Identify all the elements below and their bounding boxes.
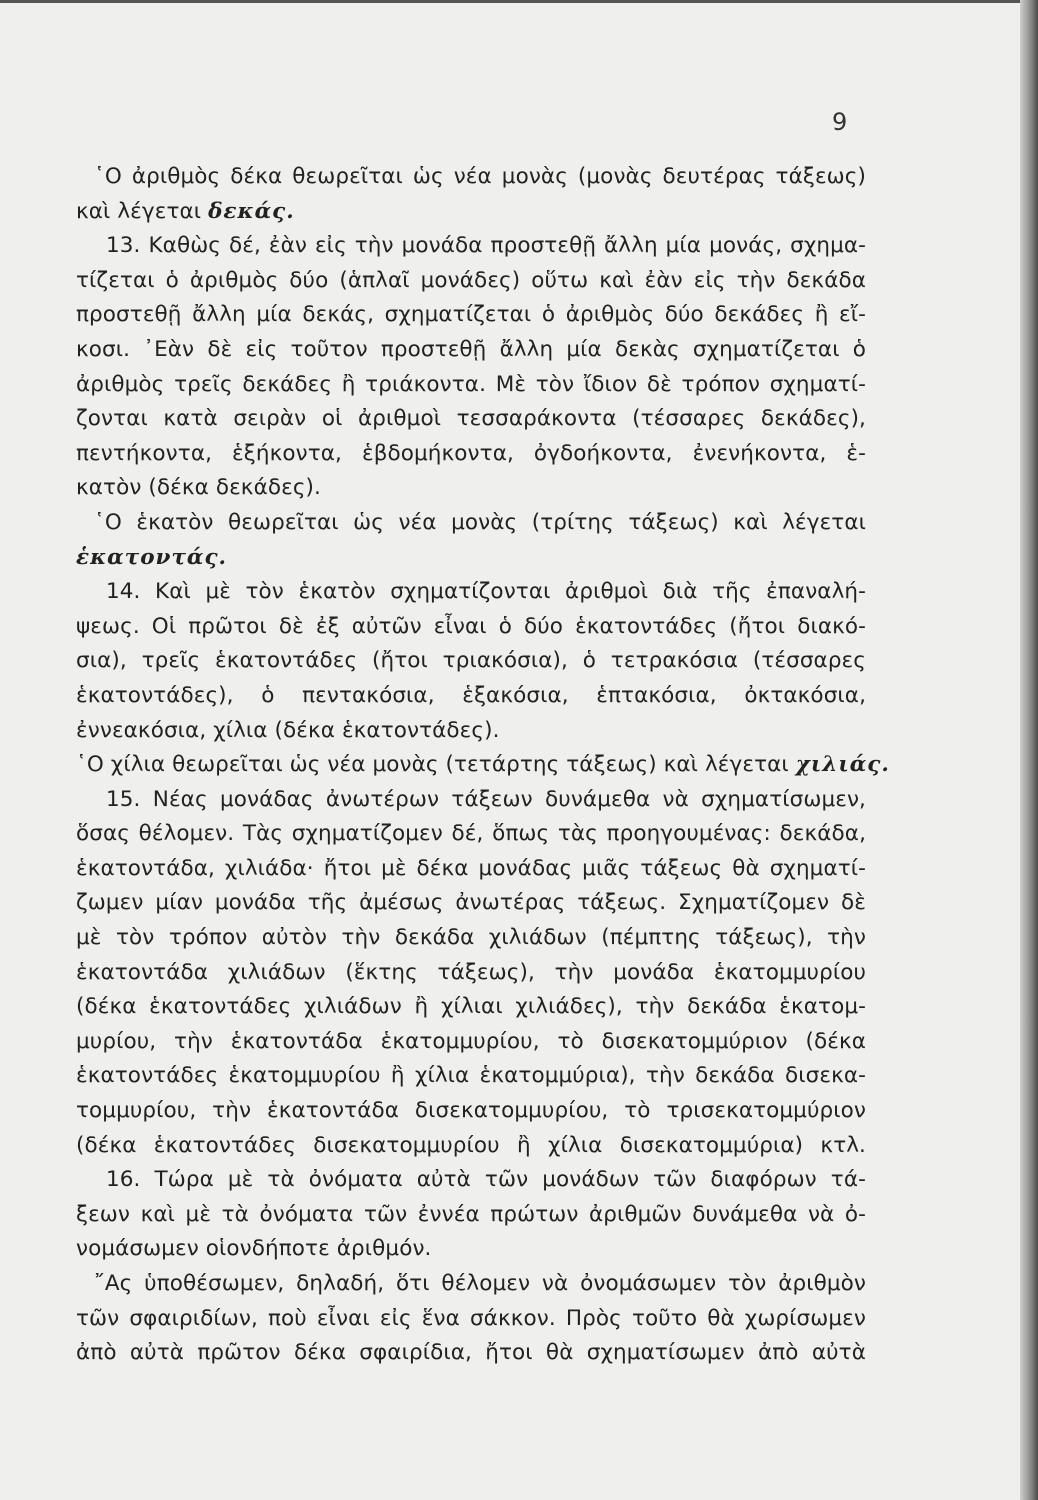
text-line — [76, 506, 866, 541]
text-line — [76, 644, 866, 679]
line-text: (δέκα ἑκατοντάδες δισεκατομμυρίου ἢ χίλια δισεκατομμύρια) κτλ. — [76, 1132, 866, 1158]
line-text: μυρίου, τὴν ἑκατοντάδα ἑκατομμυρίου, τὸ δισεκατομμύριον (δέκα — [76, 1028, 866, 1054]
line-text: τίζεται ὁ ἀριθμὸς δύο (ἁπλαῖ μονάδες) οὕτω καὶ ἐὰν εἰς τὴν δεκάδα — [76, 267, 866, 293]
line-text: τομμυρίου, τὴν ἑκατοντάδα δισεκατομμυρίου, τὸ τρισεκατομμύριον — [76, 1098, 866, 1124]
text-line — [76, 160, 866, 195]
line-text: ἑκατοντάδα, χιλιάδα· ἤτοι μὲ δέκα μονάδας μιᾶς τάξεως θὰ σχηματί- — [76, 855, 866, 881]
text-line — [76, 402, 866, 437]
line-text: ἑκατοντάδες), ὁ πεντακόσια, ἑξακόσια, ἑπτακόσια, ὀκτακόσια, — [76, 682, 866, 708]
defined-term: δεκάς. — [208, 198, 295, 224]
line-text: 15. Νέας μονάδας ἀνωτέρων τάξεων δυνάμεθα νὰ σχηματίσωμεν, — [106, 786, 866, 812]
text-line — [76, 1198, 866, 1233]
line-text: ἑκατοντάδες ἑκατομμυρίου ἢ χίλια ἑκατομμύρια), τὴν δεκάδα δισεκα- — [76, 1063, 866, 1089]
text-line — [76, 921, 866, 956]
line-text: καὶ λέγεται — [76, 198, 209, 224]
text-line — [76, 368, 866, 403]
text-line — [76, 1129, 866, 1164]
defined-term: ἑκατοντάς. — [76, 544, 228, 570]
line-text: ψεως. Οἱ πρῶτοι δὲ ἐξ αὐτῶν εἶναι ὁ δύο ἑκατοντάδες (ἤτοι διακό- — [76, 613, 866, 639]
line-text: ῾Ο ἑκατὸν θεωρεῖται ὡς νέα μονὰς (τρίτης τάξεως) καὶ λέγεται — [94, 509, 866, 535]
text-line — [76, 437, 866, 472]
text-line — [76, 1267, 866, 1302]
text-line — [76, 714, 866, 749]
line-text: ζονται κατὰ σειρὰν οἱ ἀριθμοὶ τεσσαράκοντα (τέσσαρες δεκάδες), — [76, 406, 866, 432]
text-line — [76, 1336, 866, 1371]
text-line — [76, 229, 866, 264]
line-text: 14. Καὶ μὲ τὸν ἑκατὸν σχηματίζονται ἀριθμοὶ διὰ τῆς ἐπαναλή- — [106, 579, 866, 605]
scan-top-edge — [0, 0, 1038, 3]
text-line — [76, 1094, 866, 1129]
line-text: ἀπὸ αὐτὰ πρῶτον δέκα σφαιρίδια, ἤτοι θὰ σχηματίσωμεν ἀπὸ αὐτὰ — [76, 1340, 866, 1366]
text-line — [76, 990, 866, 1025]
text-line — [76, 956, 866, 991]
line-text: προστεθῇ ἄλλη μία δεκάς, σχηματίζεται ὁ ἀριθμὸς δύο δεκάδες ἢ εἴ- — [76, 302, 866, 328]
text-line — [76, 1302, 866, 1337]
line-text: ἐννεακόσια, χίλια (δέκα ἑκατοντάδες). — [76, 717, 500, 743]
text-line — [76, 1025, 866, 1060]
text-line — [76, 195, 866, 230]
text-line — [76, 264, 866, 299]
text-line — [76, 541, 866, 576]
text-line — [76, 817, 866, 852]
text-line — [76, 333, 866, 368]
text-line — [76, 471, 866, 506]
line-text: ζωμεν μίαν μονάδα τῆς ἀμέσως ἀνωτέρας τάξεως. Σχηματίζομεν δὲ — [76, 890, 866, 916]
line-text: 13. Καθὼς δέ, ἐὰν εἰς τὴν μονάδα προστεθῇ ἄλλη μία μονάς, σχημα- — [106, 233, 866, 259]
line-text: ῾Ο ἀριθμὸς δέκα θεωρεῖται ὡς νέα μονὰς (μονὰς δευτέρας τάξεως) — [94, 164, 866, 189]
line-text: κοσι. ᾿Εὰν δὲ εἰς τοῦτον προστεθῇ ἄλλη μία δεκὰς σχηματίζεται ὁ — [76, 336, 866, 362]
line-text: ῾Ο χίλια θεωρεῖται ὡς νέα μονὰς (τετάρτης τάξεως) καὶ λέγεται — [76, 752, 796, 778]
text-line — [76, 1163, 866, 1198]
text-line — [76, 298, 866, 333]
page-number: 9 — [832, 108, 848, 136]
text-line — [76, 610, 866, 645]
line-text: ξεων καὶ μὲ τὰ ὀνόματα τῶν ἐννέα πρώτων ἀριθμῶν δυνάμεθα νὰ ὀ- — [76, 1201, 866, 1227]
line-text: ἑκατοντάδα χιλιάδων (ἕκτης τάξεως), τὴν μονάδα ἑκατομμυρίου — [76, 959, 866, 985]
line-text: ὅσας θέλομεν. Τὰς σχηματίζομεν δέ, ὅπως τὰς προηγουμένας: δεκάδα, — [76, 821, 866, 847]
line-text: ἀριθμὸς τρεῖς δεκάδες ἢ τριάκοντα. Μὲ τὸν ἴδιον δὲ τρόπον σχηματί- — [76, 371, 866, 397]
defined-term: χιλιάς. — [795, 752, 890, 778]
text-line — [76, 679, 866, 714]
text-line — [76, 852, 866, 887]
text-line — [76, 886, 866, 921]
line-text: σια), τρεῖς ἑκατοντάδες (ἤτοι τριακόσια), ὁ τετρακόσια (τέσσαρες — [76, 648, 866, 674]
text-line — [76, 748, 890, 783]
line-text: τῶν σφαιριδίων, ποὺ εἶναι εἰς ἕνα σάκκον. Πρὸς τοῦτο θὰ χωρίσωμεν — [76, 1305, 866, 1331]
text-line — [76, 575, 866, 610]
body-text — [76, 160, 890, 1371]
text-line — [76, 783, 866, 818]
scan-right-edge — [1020, 0, 1038, 1500]
line-text: νομάσωμεν οἱονδήποτε ἀριθμόν. — [76, 1236, 432, 1262]
text-line — [76, 1059, 866, 1094]
line-text: 16. Τώρα μὲ τὰ ὀνόματα αὐτὰ τῶν μονάδων τῶν διαφόρων τά- — [106, 1167, 866, 1193]
line-text: ῎Ας ὑποθέσωμεν, δηλαδή, ὅτι θέλομεν νὰ ὀνομάσωμεν τὸν ἀριθμὸν — [94, 1271, 866, 1296]
line-text: πεντήκοντα, ἑξήκοντα, ἑβδομήκοντα, ὀγδοήκοντα, ἐνενήκοντα, ἑ- — [76, 440, 866, 466]
line-text: (δέκα ἑκατοντάδες χιλιάδων ἢ χίλιαι χιλιάδες), τὴν δεκάδα ἑκατομ- — [76, 994, 866, 1020]
line-text: μὲ τὸν τρόπον αὐτὸν τὴν δεκάδα χιλιάδων (πέμπτης τάξεως), τὴν — [76, 925, 866, 951]
line-text: κατὸν (δέκα δεκάδες). — [76, 475, 321, 501]
text-line — [76, 1232, 866, 1267]
